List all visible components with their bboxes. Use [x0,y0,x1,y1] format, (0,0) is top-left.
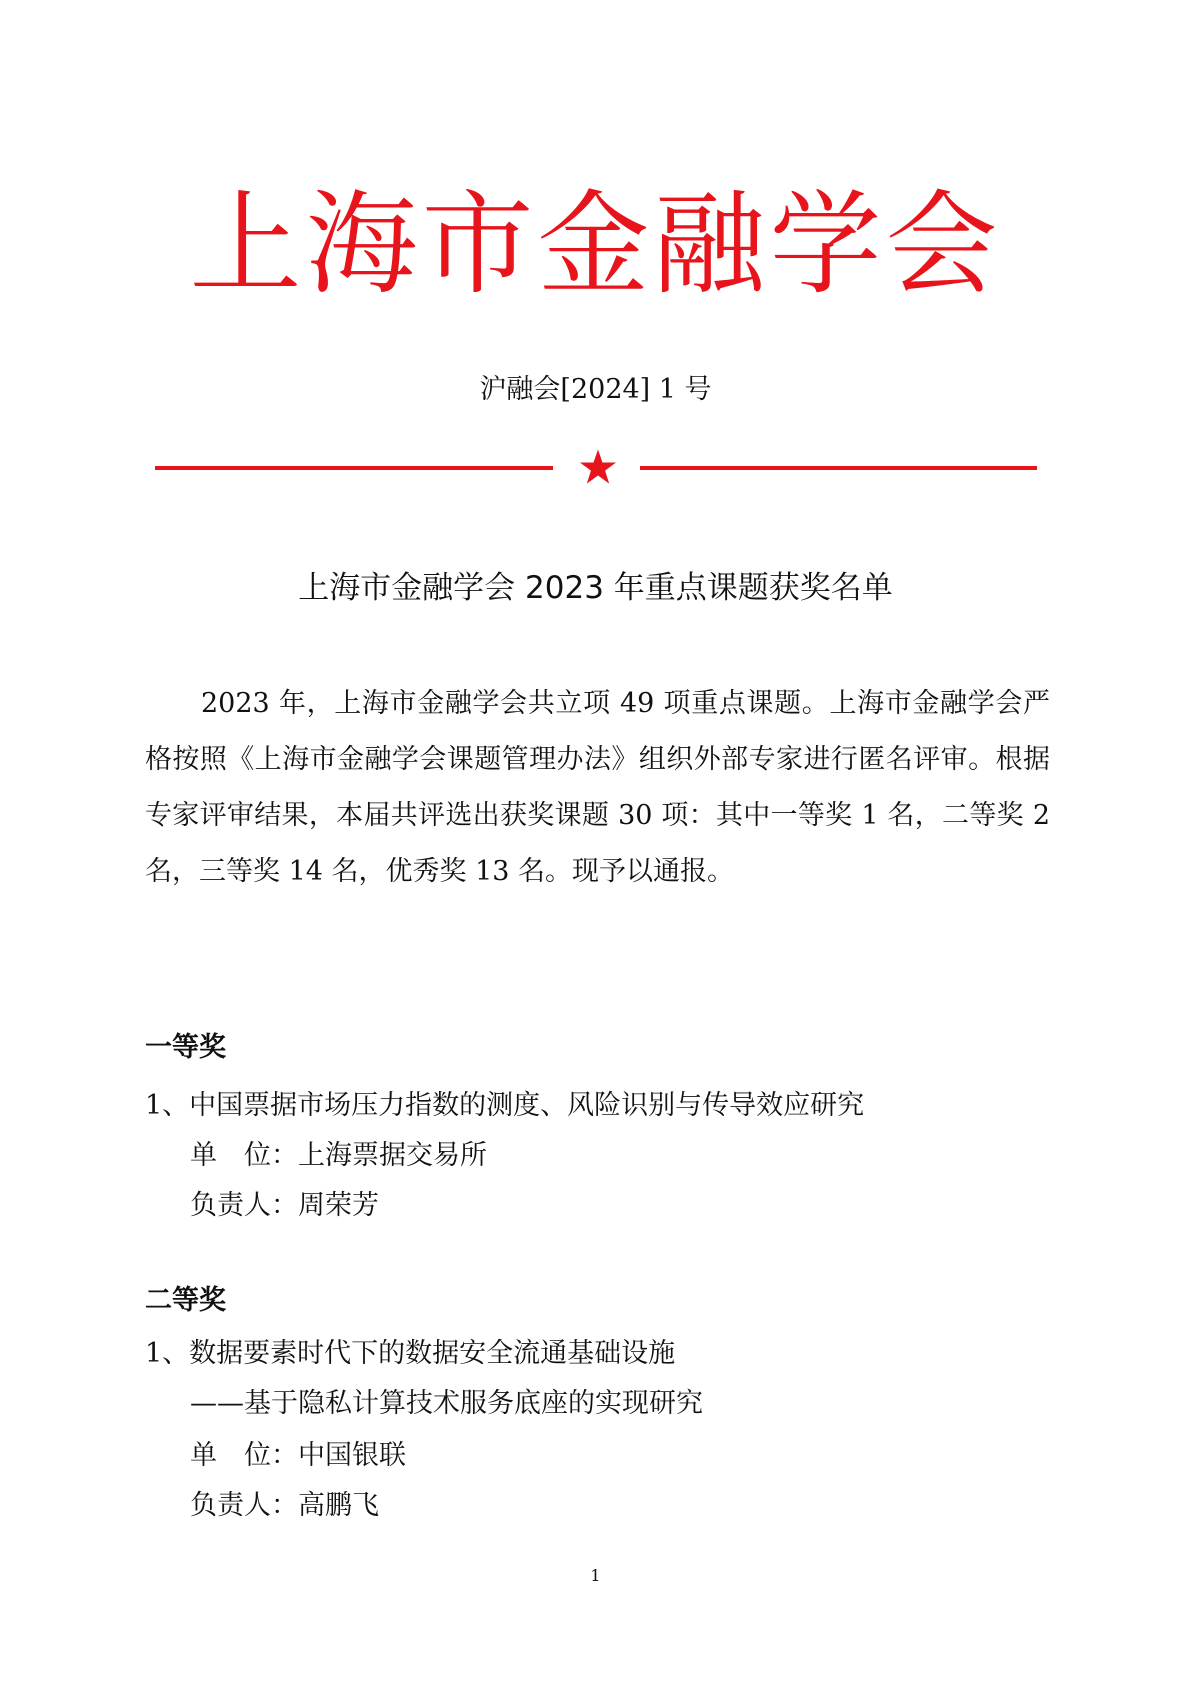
award-item-subtitle: ——基于隐私计算技术服务底座的实现研究 [190,1388,703,1419]
letterhead-rule-right [640,466,1037,470]
section-heading-first-prize: 一等奖 [145,1032,226,1063]
unit-label: 单 位： [190,1140,298,1171]
org-letterhead-title: 上海市金融学会 [189,180,1002,310]
letterhead-rule-left [155,466,553,470]
document-title: 上海市金融学会 2023 年重点课题获奖名单 [298,570,893,606]
award-item-lead [190,1488,379,1524]
star-icon [579,448,617,486]
unit-value: 上海票据交易所 [298,1140,487,1171]
lead-value: 高鹏飞 [298,1490,379,1521]
document-number: 沪融会[2024] 1 号 [479,374,712,405]
lead-label: 负责人： [190,1490,298,1521]
section-heading-second-prize: 二等奖 [145,1285,226,1316]
lead-value: 周荣芳 [298,1190,379,1221]
unit-label: 单 位： [190,1440,298,1471]
award-item-title: 1、中国票据市场压力指数的测度、风险识别与传导效应研究 [145,1090,865,1121]
intro-paragraph: 2023 年，上海市金融学会共立项 49 项重点课题。上海市金融学会严格按照《上海市金融学会课题管理办法》组织外部专家进行匿名评审。根据专家评审结果，本届共评选出获奖课题 30 项：其中一等奖 1 名，二等奖 2 名，三等奖 14 名，优秀奖 13 名。现予以通报。 [145,688,1050,887]
award-item-lead [190,1188,379,1224]
award-item-title: 1、数据要素时代下的数据安全流通基础设施 [145,1338,676,1369]
lead-label: 负责人： [190,1190,298,1221]
award-item-unit [190,1138,487,1174]
award-item-unit [190,1438,406,1474]
page-number: 1 [590,1566,601,1585]
unit-value: 中国银联 [298,1440,406,1471]
